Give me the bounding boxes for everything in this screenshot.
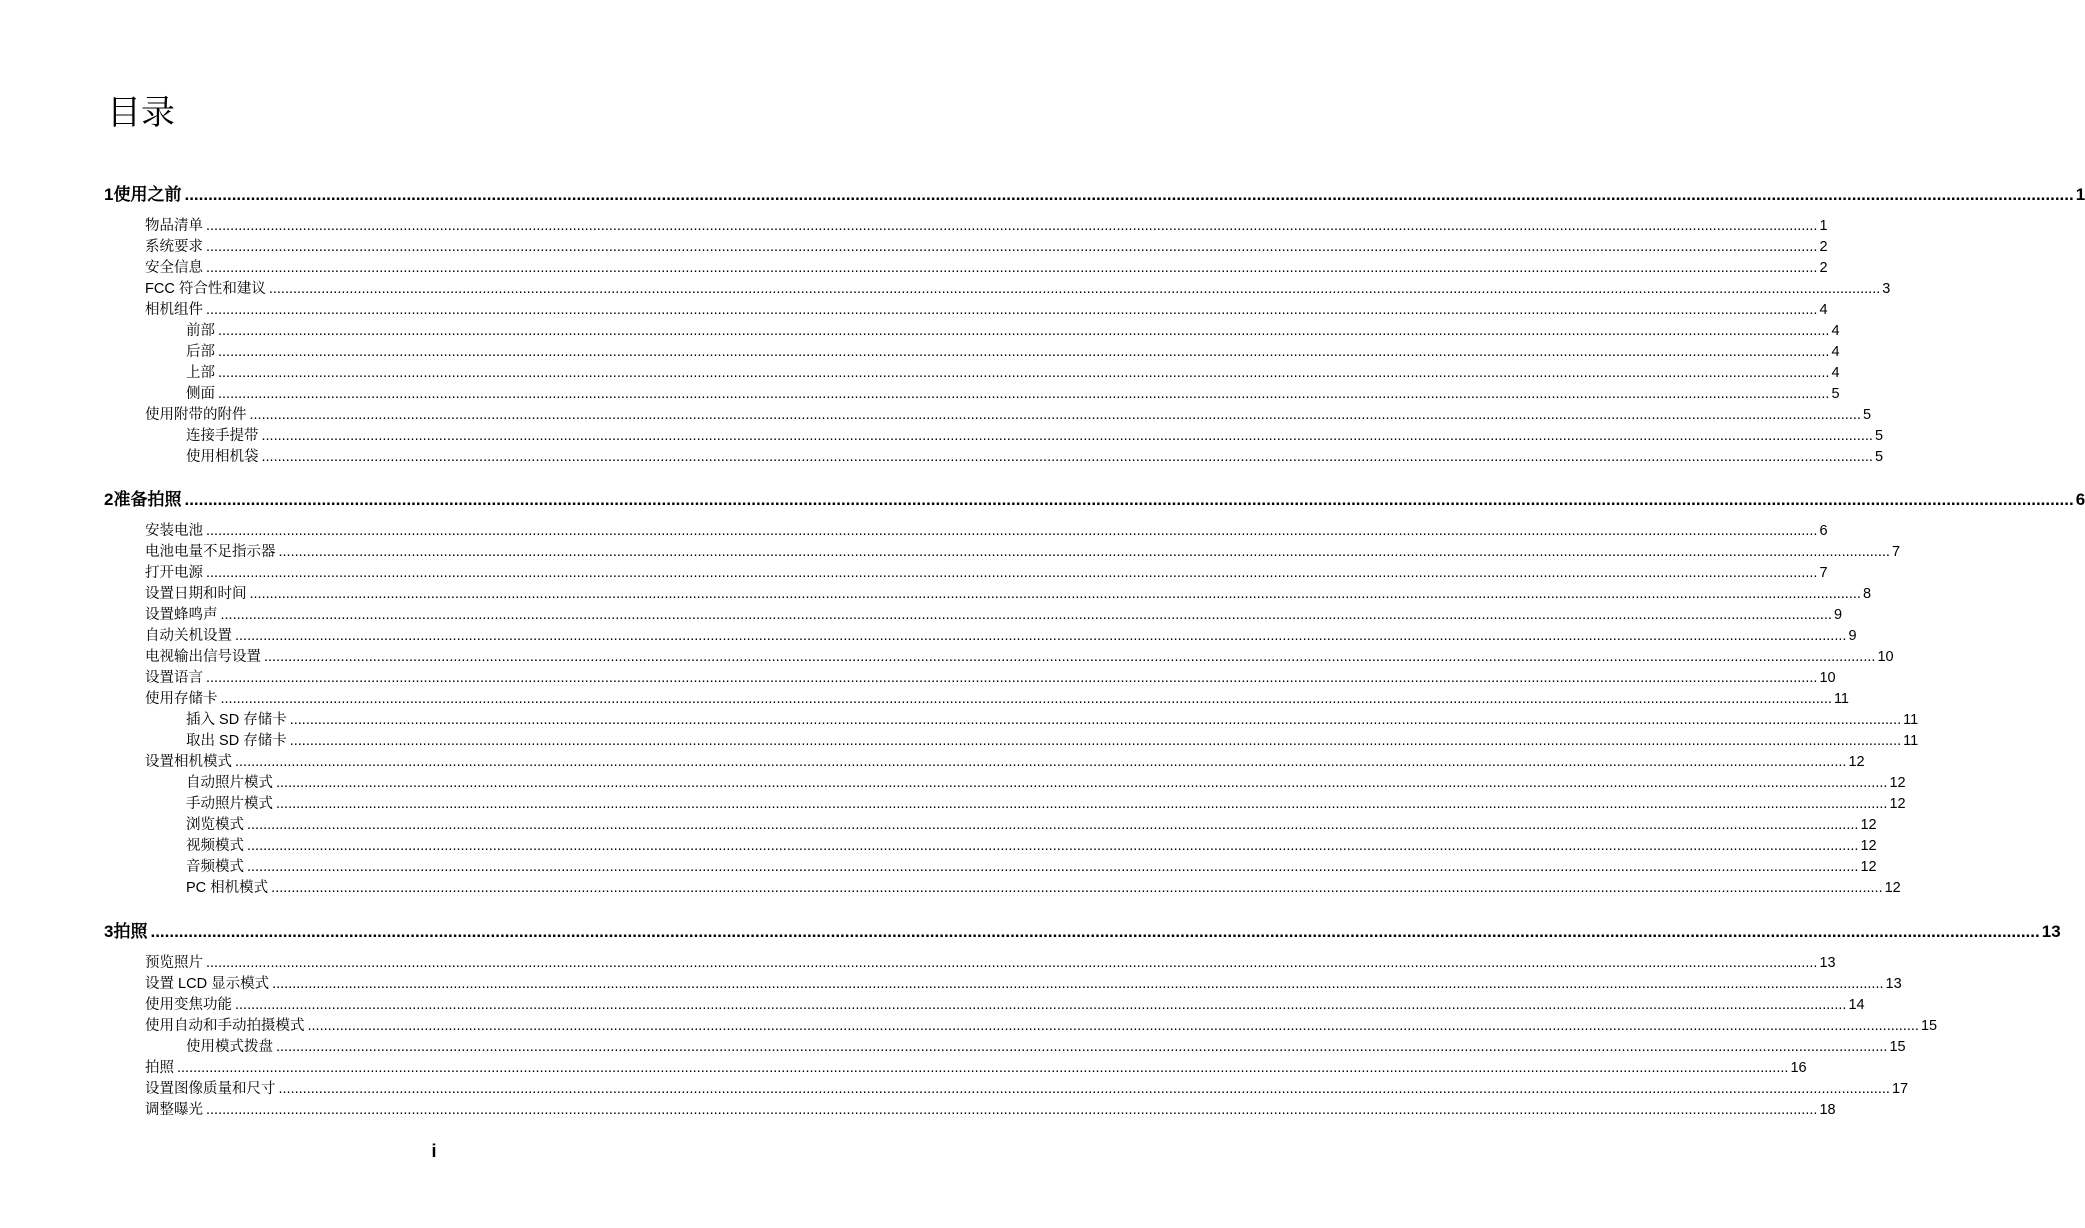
- page-number: i: [431, 1141, 437, 1161]
- toc-page-number: 6: [2075, 490, 2085, 509]
- toc-entry-title: 设置相机模式: [145, 754, 232, 770]
- toc-page-number: 15: [1920, 1018, 1938, 1034]
- dot-leader: ................................................................................................................................................................................................................................................................................................................................................................................................................: [247, 859, 1859, 875]
- toc-entry-title: 相机组件: [145, 302, 203, 318]
- toc-entry-title: 前部: [186, 323, 215, 339]
- toc-page-number: 4: [1819, 302, 1828, 318]
- toc-page-number: 5: [1874, 428, 1884, 444]
- toc-entry-title: 设置 LCD 显示模式: [145, 976, 270, 992]
- dot-leader: ................................................................................................................................................................................................................................................................................................................................................................................................................: [206, 670, 1818, 686]
- toc-page-number: 1: [2075, 185, 2085, 204]
- toc-page-number: 12: [1860, 817, 1877, 833]
- dot-leader: ................................................................................................................................................................................................................................................................................................................................................................................................................: [268, 281, 1881, 297]
- chapter-number: 2: [104, 490, 114, 509]
- toc-entry[interactable]: [186, 427, 1884, 446]
- toc-page-number: 10: [1819, 670, 1836, 686]
- toc-entry[interactable]: [145, 217, 1828, 236]
- toc-entry-title: 连接手提带: [186, 428, 259, 444]
- toc-entry[interactable]: [186, 837, 1877, 856]
- dot-leader: ................................................................................................................................................................................................................................................................................................................................................................................................................: [220, 691, 1832, 707]
- toc-entry[interactable]: [186, 879, 1901, 898]
- toc-entry[interactable]: [145, 606, 1843, 625]
- toc-entry-title: 使用变焦功能: [145, 997, 232, 1013]
- dot-leader: ................................................................................................................................................................................................................................................................................................................................................................................................................: [218, 386, 1830, 402]
- toc-entry[interactable]: [145, 280, 1891, 299]
- toc-entry[interactable]: [186, 732, 1919, 751]
- toc-page-number: 7: [1891, 544, 1901, 560]
- toc-entry-title: 侧面: [186, 386, 215, 402]
- toc-page-number: 4: [1831, 344, 1840, 360]
- toc-entry-title: 浏览模式: [186, 817, 244, 833]
- toc-entry[interactable]: [186, 1038, 1906, 1057]
- toc-entry-title: 音频模式: [186, 859, 244, 875]
- toc-entry-title: 使用存储卡: [145, 691, 218, 707]
- toc-page-number: 18: [1819, 1102, 1836, 1118]
- dot-leader: ................................................................................................................................................................................................................................................................................................................................................................................................................: [289, 733, 1902, 749]
- toc-page-number: 9: [1833, 607, 1843, 623]
- dot-leader: ................................................................................................................................................................................................................................................................................................................................................................................................................: [206, 302, 1818, 318]
- toc-page-number: 12: [1884, 880, 1901, 896]
- dot-leader: ................................................................................................................................................................................................................................................................................................................................................................................................................: [218, 323, 1830, 339]
- toc-entry-title: 使用自动和手动拍摄模式: [145, 1018, 305, 1034]
- toc-entry-title: FCC 符合性和建议: [145, 281, 266, 297]
- toc-page-number: 7: [1819, 565, 1828, 581]
- toc-entry-title: 安全信息: [145, 260, 203, 276]
- toc-entry[interactable]: [145, 406, 1872, 425]
- dot-leader: ................................................................................................................................................................................................................................................................................................................................................................................................................: [206, 955, 1818, 971]
- dot-leader: ................................................................................................................................................................................................................................................................................................................................................................................................................: [261, 449, 1873, 465]
- toc-entry-title: 设置语言: [145, 670, 203, 686]
- toc-page-number: 11: [1903, 712, 1919, 728]
- toc-entry[interactable]: [145, 522, 1828, 541]
- toc-entry[interactable]: [145, 259, 1828, 278]
- dot-leader: ................................................................................................................................................................................................................................................................................................................................................................................................................: [206, 565, 1818, 581]
- dot-leader: ................................................................................................................................................................................................................................................................................................................................................................................................................: [249, 407, 1861, 423]
- dot-leader: ................................................................................................................................................................................................................................................................................................................................................................................................................: [272, 976, 1884, 992]
- toc-page-number: 10: [1877, 649, 1894, 665]
- toc-entry-title: 系统要求: [145, 239, 203, 255]
- toc-page-number: 13: [2041, 922, 2061, 941]
- chapter-number: 3: [104, 922, 114, 941]
- toc-page-number: 11: [1833, 691, 1849, 707]
- toc-page-number: 5: [1862, 407, 1872, 423]
- toc-page-number: 5: [1831, 386, 1840, 402]
- toc-entry[interactable]: [145, 564, 1828, 583]
- dot-leader: ................................................................................................................................................................................................................................................................................................................................................................................................................: [184, 490, 2074, 509]
- toc-entry-title: 电视输出信号设置: [145, 649, 261, 665]
- toc-entry[interactable]: [186, 816, 1877, 835]
- toc-entry[interactable]: [145, 954, 1836, 973]
- toc-page-number: 17: [1891, 1081, 1909, 1097]
- toc-page-number: 13: [1885, 976, 1902, 992]
- toc-entry[interactable]: [186, 795, 1906, 814]
- toc-page-number: 9: [1848, 628, 1857, 644]
- toc-entry[interactable]: [186, 343, 1840, 362]
- toc-entry[interactable]: [145, 1080, 1909, 1099]
- toc-page-number: 11: [1903, 733, 1919, 749]
- toc-page-number: 12: [1860, 859, 1877, 875]
- dot-leader: ................................................................................................................................................................................................................................................................................................................................................................................................................: [177, 1060, 1789, 1076]
- dot-leader: ................................................................................................................................................................................................................................................................................................................................................................................................................: [206, 218, 1818, 234]
- toc-page-number: 4: [1831, 323, 1840, 339]
- dot-leader: ................................................................................................................................................................................................................................................................................................................................................................................................................: [150, 922, 2040, 941]
- dot-leader: ................................................................................................................................................................................................................................................................................................................................................................................................................: [264, 649, 1876, 665]
- dot-leader: ................................................................................................................................................................................................................................................................................................................................................................................................................: [278, 1081, 1890, 1097]
- dot-leader: ................................................................................................................................................................................................................................................................................................................................................................................................................: [276, 796, 1888, 812]
- dot-leader: ................................................................................................................................................................................................................................................................................................................................................................................................................: [247, 838, 1859, 854]
- toc-entry[interactable]: [145, 975, 1902, 994]
- toc-entry-title: 预览照片: [145, 955, 203, 971]
- dot-leader: ................................................................................................................................................................................................................................................................................................................................................................................................................: [289, 712, 1902, 728]
- dot-leader: ................................................................................................................................................................................................................................................................................................................................................................................................................: [206, 239, 1818, 255]
- toc-entry-title: 拍照: [113, 922, 148, 941]
- toc-page-number: 8: [1862, 586, 1872, 602]
- toc-entry[interactable]: [145, 301, 1828, 320]
- toc-chapter[interactable]: [104, 184, 2085, 206]
- toc-page-number: 4: [1831, 365, 1840, 381]
- toc-entry-title: 手动照片模式: [186, 796, 273, 812]
- toc-entry-title: 打开电源: [145, 565, 203, 581]
- toc-entry[interactable]: [145, 543, 1901, 562]
- toc-entry[interactable]: [145, 238, 1828, 257]
- toc-page-number: 3: [1882, 281, 1891, 297]
- dot-leader: ................................................................................................................................................................................................................................................................................................................................................................................................................: [276, 775, 1888, 791]
- toc-entry-title: 物品清单: [145, 218, 203, 234]
- toc-entry[interactable]: [186, 364, 1840, 383]
- toc-chapter[interactable]: [104, 921, 2061, 943]
- toc-entry-title: 使用附带的附件: [145, 407, 247, 423]
- toc-page-number: 12: [1848, 754, 1865, 770]
- toc-chapter[interactable]: [104, 489, 2085, 511]
- dot-leader: ................................................................................................................................................................................................................................................................................................................................................................................................................: [218, 344, 1830, 360]
- toc-entry-title: 设置图像质量和尺寸: [145, 1081, 276, 1097]
- page-title: 目录: [107, 93, 175, 133]
- dot-leader: ................................................................................................................................................................................................................................................................................................................................................................................................................: [271, 880, 1883, 896]
- toc-entry-title: 准备拍照: [113, 490, 182, 509]
- toc-entry[interactable]: [145, 1059, 1807, 1078]
- dot-leader: ................................................................................................................................................................................................................................................................................................................................................................................................................: [278, 544, 1890, 560]
- dot-leader: ................................................................................................................................................................................................................................................................................................................................................................................................................: [206, 260, 1818, 276]
- toc-entry-title: 拍照: [145, 1060, 174, 1076]
- toc-entry[interactable]: [145, 669, 1836, 688]
- toc-page-number: 2: [1819, 260, 1828, 276]
- toc-entry[interactable]: [186, 711, 1919, 730]
- toc-entry-title: 上部: [186, 365, 215, 381]
- toc-entry-title: 使用之前: [113, 185, 182, 204]
- toc-page-number: 12: [1889, 775, 1906, 791]
- toc-entry-title: 电池电量不足指示器: [145, 544, 276, 560]
- toc-page-number: 12: [1860, 838, 1877, 854]
- toc-entry[interactable]: [145, 1101, 1836, 1120]
- dot-leader: ................................................................................................................................................................................................................................................................................................................................................................................................................: [206, 1102, 1818, 1118]
- toc-entry-title: PC 相机模式: [186, 880, 269, 896]
- toc-entry[interactable]: [145, 996, 1865, 1015]
- toc-entry[interactable]: [145, 648, 1894, 667]
- toc-page-number: 2: [1819, 239, 1828, 255]
- toc-entry-title: 设置日期和时间: [145, 586, 247, 602]
- toc-page-number: 5: [1874, 449, 1884, 465]
- dot-leader: ................................................................................................................................................................................................................................................................................................................................................................................................................: [247, 817, 1859, 833]
- toc-entry[interactable]: [186, 774, 1906, 793]
- toc-entry-title: 后部: [186, 344, 215, 360]
- dot-leader: ................................................................................................................................................................................................................................................................................................................................................................................................................: [235, 754, 1847, 770]
- toc-page-number: 13: [1819, 955, 1836, 971]
- toc-entry-title: 设置蜂鸣声: [145, 607, 218, 623]
- toc-page-number: 16: [1790, 1060, 1807, 1076]
- toc-entry-title: 插入 SD 存储卡: [186, 712, 287, 728]
- toc-page-number: 1: [1819, 218, 1828, 234]
- toc-entry[interactable]: [186, 858, 1877, 877]
- dot-leader: ................................................................................................................................................................................................................................................................................................................................................................................................................: [235, 628, 1847, 644]
- toc-entry[interactable]: [186, 448, 1884, 467]
- dot-leader: ................................................................................................................................................................................................................................................................................................................................................................................................................: [261, 428, 1873, 444]
- toc-entry-title: 自动照片模式: [186, 775, 273, 791]
- toc-entry[interactable]: [186, 385, 1840, 404]
- toc-entry-title: 调整曝光: [145, 1102, 203, 1118]
- toc-page-number: 6: [1819, 523, 1828, 539]
- toc-entry[interactable]: [145, 627, 1857, 646]
- chapter-number: 1: [104, 185, 114, 204]
- dot-leader: ................................................................................................................................................................................................................................................................................................................................................................................................................: [307, 1018, 1919, 1034]
- toc-entry-title: 取出 SD 存储卡: [186, 733, 287, 749]
- toc-entry-title: 视频模式: [186, 838, 244, 854]
- toc-page-number: 12: [1889, 796, 1906, 812]
- toc-page-number: 14: [1848, 997, 1865, 1013]
- toc-entry-title: 使用模式拨盘: [186, 1039, 273, 1055]
- dot-leader: ................................................................................................................................................................................................................................................................................................................................................................................................................: [184, 185, 2074, 204]
- dot-leader: ................................................................................................................................................................................................................................................................................................................................................................................................................: [220, 607, 1832, 623]
- dot-leader: ................................................................................................................................................................................................................................................................................................................................................................................................................: [249, 586, 1861, 602]
- dot-leader: ................................................................................................................................................................................................................................................................................................................................................................................................................: [206, 523, 1818, 539]
- toc-entry[interactable]: [145, 585, 1872, 604]
- toc-entry-title: 自动关机设置: [145, 628, 232, 644]
- toc-entry[interactable]: [145, 753, 1865, 772]
- toc-entry[interactable]: [145, 1017, 1938, 1036]
- toc-entry[interactable]: [145, 690, 1849, 709]
- toc-entry-title: 安装电池: [145, 523, 203, 539]
- dot-leader: ................................................................................................................................................................................................................................................................................................................................................................................................................: [276, 1039, 1888, 1055]
- dot-leader: ................................................................................................................................................................................................................................................................................................................................................................................................................: [218, 365, 1830, 381]
- toc-entry-title: 使用相机袋: [186, 449, 259, 465]
- toc-entry[interactable]: [186, 322, 1840, 341]
- toc-page-number: 15: [1889, 1039, 1906, 1055]
- dot-leader: ................................................................................................................................................................................................................................................................................................................................................................................................................: [235, 997, 1847, 1013]
